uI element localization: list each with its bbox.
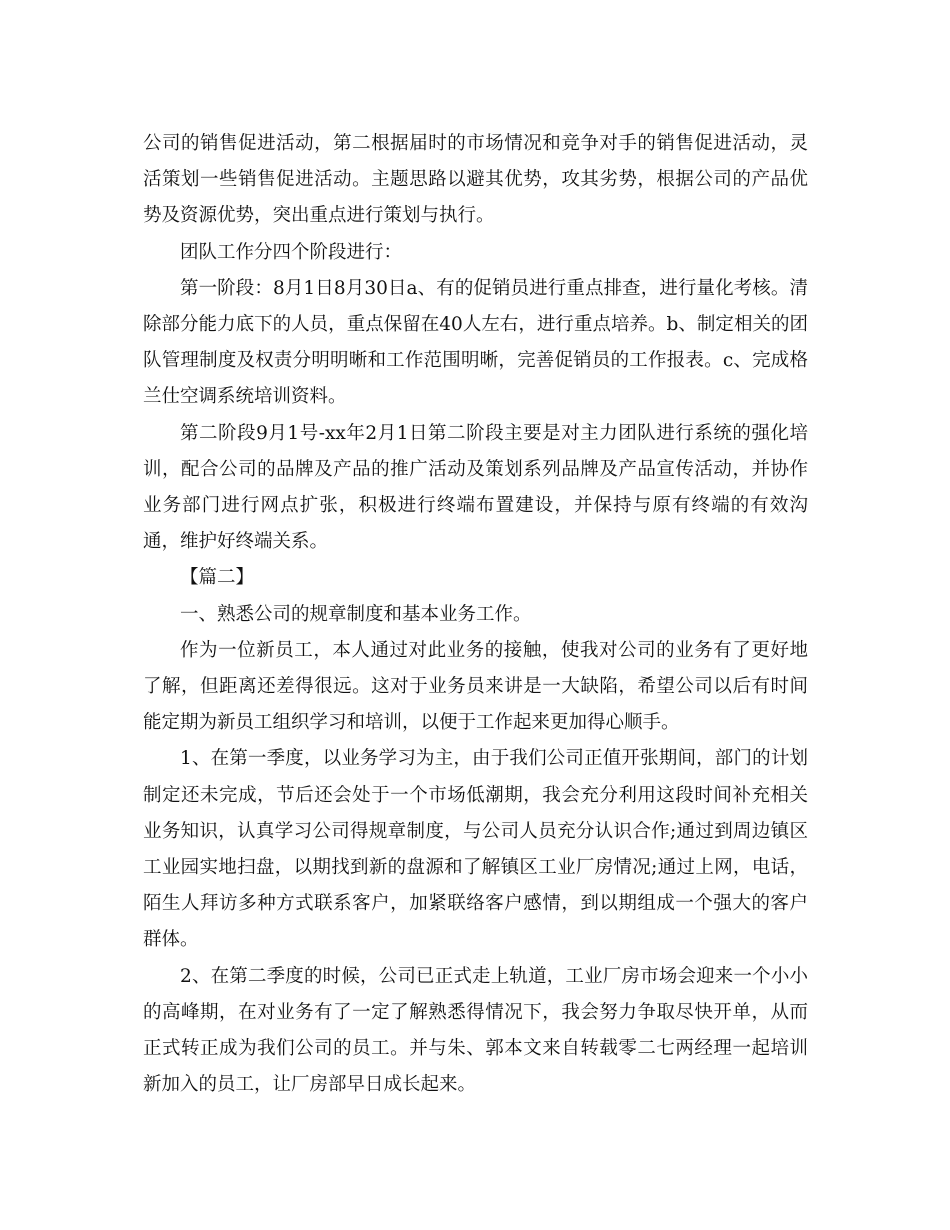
paragraph: 公司的销售促进活动，第二根据届时的市场情况和竞争对手的销售促进活动，灵活策划一些销售促进活动。主题思路以避其优势，攻其劣势，根据公司的产品优势及资源优势，突出重点进行策划与执行。 — [143, 133, 808, 227]
paragraph: 2、在第二季度的时候，公司已正式走上轨道，工业厂房市场会迎来一个小小的高峰期，在对业务有了一定了解熟悉得情况下，我会努力争取尽快开单，从而正式转正成为我们公司的员工。并与朱、郭本文来自转载零二七两经理一起培训新加入的员工，让厂房部早日成长起来。 — [143, 965, 808, 1096]
document-body — [143, 126, 808, 1103]
paragraph: 作为一位新员工，本人通过对此业务的接触，使我对公司的业务有了更好地了解，但距离还差得很远。这对于业务员来讲是一大缺陷，希望公司以后有时间能定期为新员工组织学习和培训，以便于工作起来更加得心顺手。 — [143, 639, 808, 734]
section-heading: 【篇二】 — [180, 567, 255, 589]
paragraph: 第一阶段：8月1日8月30日a、有的促销员进行重点排查，进行量化考核。清除部分能力底下的人员，重点保留在40人左右，进行重点培养。b、制定相关的团队管理制度及权责分明明晰和工作范围明晰，完善促销员的工作报表。c、完成格兰仕空调系统培训资料。 — [143, 277, 808, 408]
paragraph: 第二阶段9月1号-xx年2月1日第二阶段主要是对主力团队进行系统的强化培训，配合公司的品牌及产品的推广活动及策划系列品牌及产品宣传活动，并协作业务部门进行网点扩张，积极进行终端布置建设，并保持与原有终端的有效沟通，维护好终端关系。 — [143, 422, 808, 553]
paragraph: 团队工作分四个阶段进行： — [180, 241, 403, 263]
subsection-heading: 一、熟悉公司的规章制度和基本业务工作。 — [180, 603, 532, 625]
paragraph: 1、在第一季度，以业务学习为主，由于我们公司正值开张期间，部门的计划制定还未完成，节后还会处于一个市场低潮期，我会充分利用这段时间补充相关业务知识，认真学习公司得规章制度，与公司人员充分认识合作;通过到周边镇区工业园实地扫盘，以期找到新的盘源和了解镇区工业厂房情况;通过上网，电话，陌生人拜访多种方式联系客户，加紧联络客户感情，到以期组成一个强大的客户群体。 — [143, 748, 808, 951]
